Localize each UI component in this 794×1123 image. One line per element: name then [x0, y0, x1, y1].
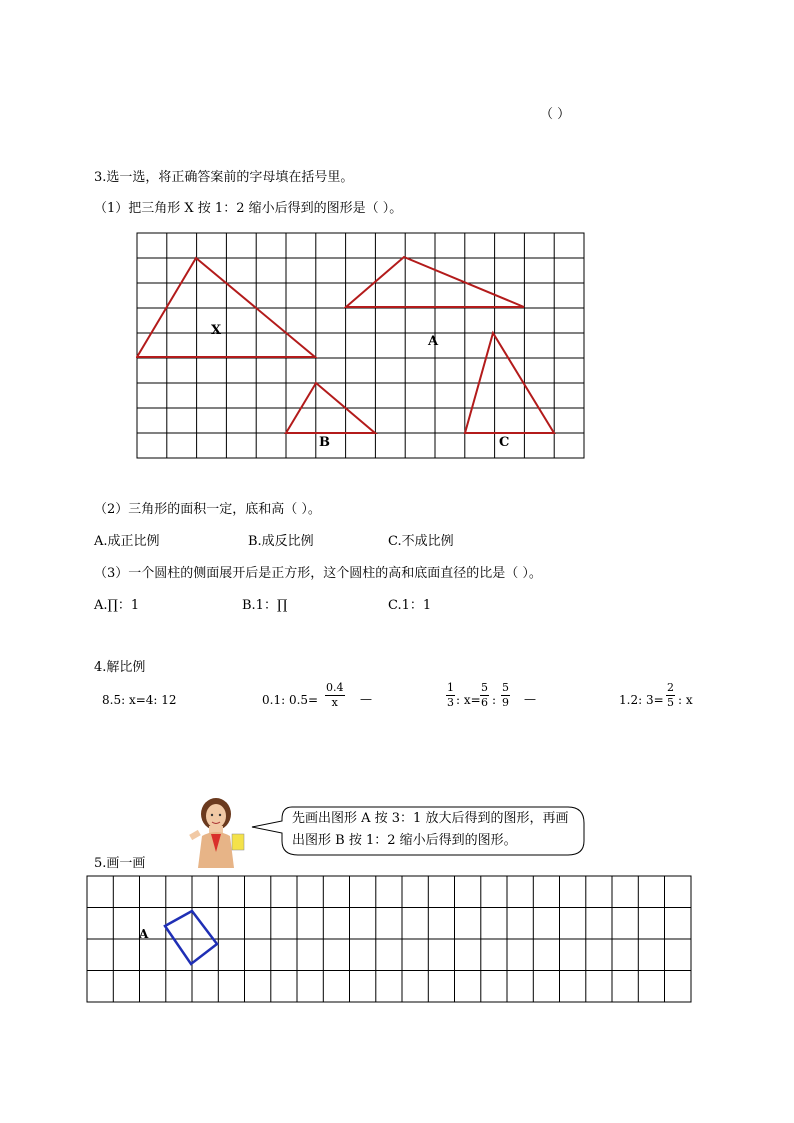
equation-2-prefix: 0.1: 0.5= [262, 693, 319, 707]
equation-3-fraction-c [501, 681, 510, 710]
q3-sub3: （3）一个圆柱的侧面展开后是正方形，这个圆柱的高和底面直径的比是（ ）。 [94, 566, 542, 581]
q3-title: 3.选一选，将正确答案前的字母填在括号里。 [94, 170, 354, 185]
equation-2-fraction [325, 681, 345, 710]
equation-3-dash: — [524, 692, 536, 706]
fraction-denominator: 6 [481, 696, 488, 709]
label-shape-a: A [139, 927, 149, 941]
equation-2-dash: — [360, 692, 372, 706]
label-b: B [319, 435, 330, 450]
q3-sub2: （2）三角形的面积一定，底和高（ ）。 [94, 502, 321, 517]
q3-sub3-option-c: C.1：1 [388, 598, 432, 613]
q3-sub2-option-a: A.成正比例 [94, 534, 160, 549]
grid-lines [137, 233, 584, 458]
speech-bubble-text: 先画出图形 A 按 3：1 放大后得到的图形，再画出图形 B 按 1：2 缩小后得到的图形。 [292, 811, 569, 848]
equation-1: 8.5: x=4: 12 [102, 693, 177, 707]
q3-sub2-option-b: B.成反比例 [248, 534, 314, 549]
q3-sub3-option-a: A.∏：1 [94, 598, 140, 613]
q4-title: 4.解比例 [94, 660, 146, 675]
equation-4-prefix: 1.2: 3= [619, 693, 664, 707]
fraction-denominator: x [331, 696, 338, 709]
fraction-numerator: 1 [447, 681, 454, 694]
equation-3-fraction-a [446, 681, 455, 710]
fraction-denominator: 9 [502, 696, 509, 709]
q3-sub1: （1）把三角形 X 按 1：2 缩小后得到的图形是（ ）。 [94, 201, 403, 216]
q5-title: 5.画一画 [94, 856, 146, 871]
fraction-numerator: 0.4 [326, 681, 344, 694]
grid-lines [87, 876, 691, 1002]
fraction-numerator: 2 [667, 681, 674, 694]
equation-4-suffix: : x [678, 693, 693, 707]
equation-3-colon: : [492, 693, 497, 707]
q3-sub2-option-c: C.不成比例 [388, 534, 454, 549]
book-icon [232, 834, 244, 850]
label-x: X [211, 323, 222, 338]
label-a: A [428, 334, 439, 349]
teacher-illustration [178, 792, 252, 868]
fraction-denominator: 5 [667, 696, 674, 709]
fraction-numerator: 5 [481, 681, 488, 694]
label-c: C [499, 435, 510, 450]
fraction-numerator: 5 [502, 681, 509, 694]
equation-3-fraction-b [480, 681, 489, 710]
face [206, 804, 226, 828]
q3-sub3-option-b: B.1：∏ [242, 598, 288, 613]
answer-bracket: （ ） [540, 107, 571, 122]
equation-4-fraction [666, 681, 675, 710]
triangle-grid-figure [136, 232, 586, 462]
equation-3-mid: : x= [456, 693, 481, 707]
drawing-grid[interactable] [86, 875, 694, 1005]
shape-a [165, 911, 217, 964]
fraction-denominator: 3 [447, 696, 454, 709]
